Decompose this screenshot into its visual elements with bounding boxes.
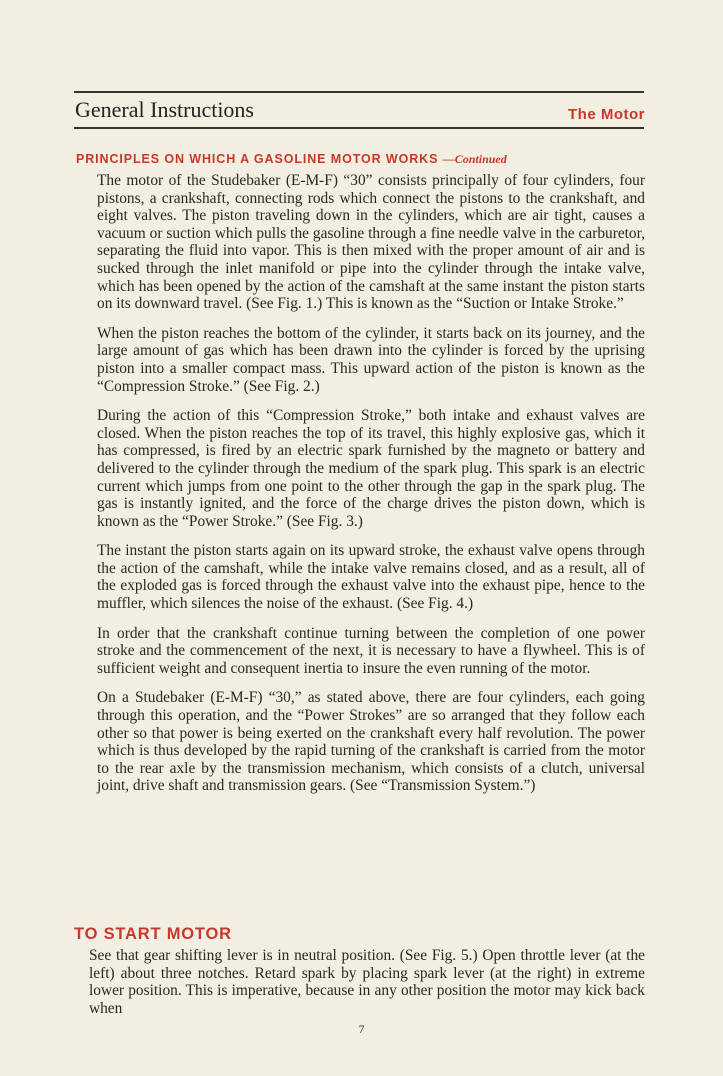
start-motor-heading: TO START MOTOR — [74, 925, 232, 943]
paragraph-exhaust-stroke: The instant the piston starts again on its upward stroke, the exhaust valve opens through the action of the camshaft, while the intake valve remains closed, and as a result, all of the exploded gas is forced through the exhaust valve into the exhaust pipe, hence to the muffler, which silences the noise of the exhaust. (See Fig. 4.) — [97, 542, 645, 613]
page-header-section: The Motor — [568, 106, 645, 123]
start-motor-text: See that gear shifting lever is in neutral position. (See Fig. 5.) Open throttle lever (at the left) about three notches. Retard spark by placing spark lever (at the right) in extreme lower position. This is imperative, because in any other position the motor may kick back when — [89, 947, 645, 1017]
section-heading-continued: —Continued — [442, 152, 507, 166]
header-rule-top — [74, 91, 644, 93]
section-heading — [76, 152, 507, 167]
page-number: 7 — [358, 1022, 365, 1036]
header-rule-bottom — [74, 127, 644, 129]
paragraph-intake-stroke: The motor of the Studebaker (E-M-F) “30” consists principally of four cylinders, four pistons, a crankshaft, connecting rods which connect the pistons to the crankshaft, and eight valves. The piston traveling down in the cylinders, which are air tight, causes a vacuum or suction which pulls the gasoline through a fine needle valve in the carburetor, separating the fluid into vapor. This is then mixed with the proper amount of air and is sucked through the inlet manifold or pipe into the cylinder through the intake valve, which has been opened by the action of the camshaft at the same instant the piston starts on its downward travel. (See Fig. 1.) This is known as the “Suction or Intake Stroke.” — [97, 172, 645, 313]
paragraph-compression-stroke: When the piston reaches the bottom of the cylinder, it starts back on its journey, and the large amount of gas which has been drawn into the cylinder is forced by the uprising piston into a smaller compact mass. This upward action of the piston is known as the “Compression Stroke.” (See Fig. 2.) — [97, 324, 645, 395]
paragraph-flywheel: In order that the crankshaft continue turning between the completion of one power stroke and the commencement of the next, it is necessary to have a flywheel. This is of sufficient weight and consequent inertia to insure the even running of the motor. — [97, 624, 645, 677]
page-header-title: General Instructions — [75, 97, 254, 122]
paragraph-power-stroke: During the action of this “Compression Stroke,” both intake and exhaust valves are closed. When the piston reaches the top of its travel, this highly explosive gas, which it has compressed, is fired by an electric spark furnished by the magneto or battery and delivered to the cylinder through the medium of the spark plug. This spark is an electric current which jumps from one point to the other through the gap in the spark plug. The gas is instantly ignited, and the force of the charge drives the piston down, which is known as the “Power Stroke.” (See Fig. 3.) — [97, 407, 645, 530]
section-heading-text: PRINCIPLES ON WHICH A GASOLINE MOTOR WORKS — [76, 152, 439, 166]
paragraph-four-cylinders: On a Studebaker (E-M-F) “30,” as stated above, there are four cylinders, each going through this operation, and the “Power Strokes” are so arranged that they follow each other so that power is being exerted on the crankshaft every half revolution. The power which is thus developed by the rapid turning of the crankshaft is carried from the motor to the rear axle by the transmission mechanism, which consists of a clutch, universal joint, drive shaft and transmission gears. (See “Transmission System.”) — [97, 689, 645, 795]
start-motor-body — [89, 947, 645, 1029]
body-text — [97, 172, 645, 807]
